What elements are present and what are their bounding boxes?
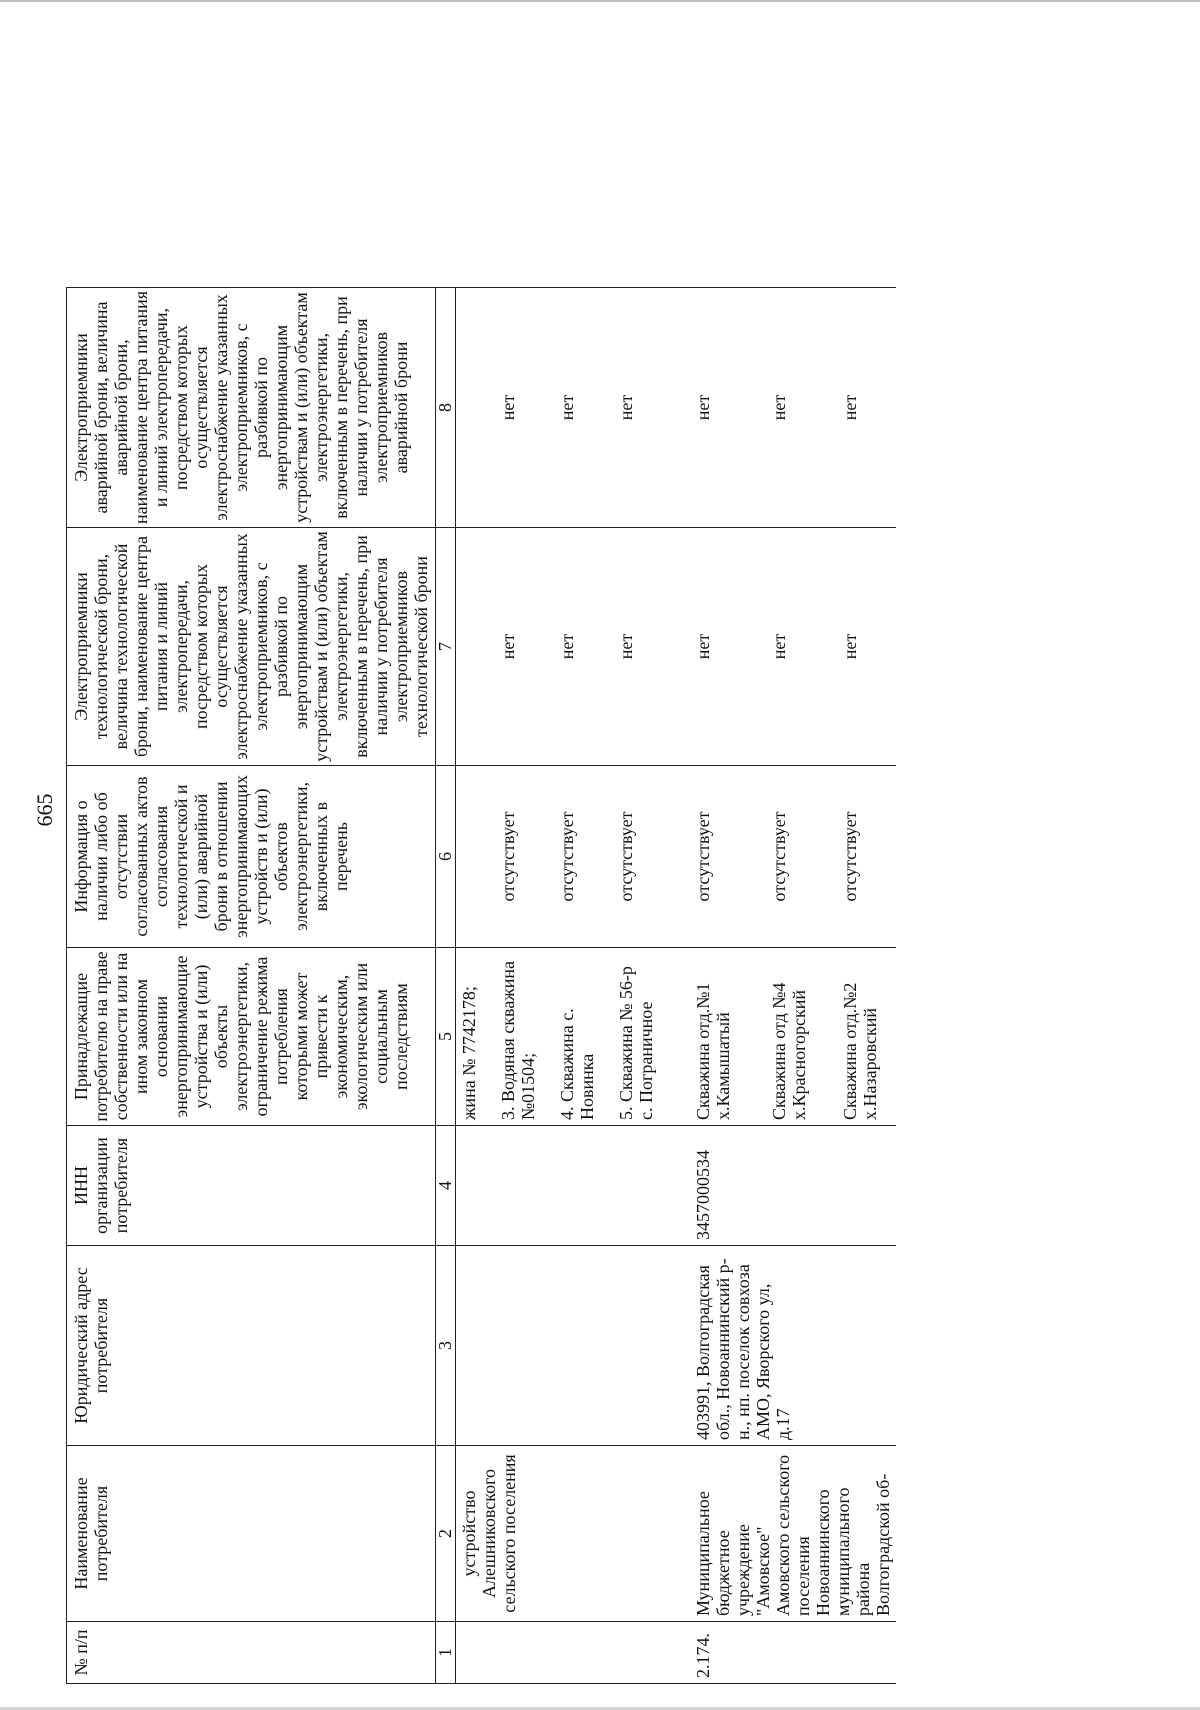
tech-reserve-value: нет [753, 528, 825, 766]
header-col-name: Наименование потребителя [67, 1446, 436, 1622]
page-number: 665 [32, 793, 57, 827]
header-col-acts: Информация о наличии либо об отсутствии согласованных актов согласования технологической и (или) аварийной брони в отношении энергопринимающих устройств и (или) объектов электроэнергетики, включенных в перечень [67, 766, 436, 948]
acts-status: отсутствует [482, 766, 541, 948]
consumer-table [66, 287, 896, 1684]
acts-status: отсутствует [824, 766, 896, 948]
header-col-tech-reserve: Электроприемники технологической брони, величина технологической брони, наименование центра питания и линий электропередачи, посредством которых осуществляется электроснабжение указанных электроприемников, с разбивкой по энергопринимающим устройствам и (или) объектам электроэнергетики, включенным в перечень, при наличии у потребителя электроприемников технологической брони [67, 528, 436, 766]
column-number: 4 [436, 1126, 456, 1246]
emergency-reserve-value: нет [824, 288, 896, 528]
object-name: Скважина отд.№2 х.Назаровский [824, 948, 896, 1126]
header-col-devices: Принадлежащие потребителю на праве собственности или на ином законном основании энергопринимающие устройства и (или) объекты электроэнергетики, ограничение режима потребления которыми может привести к экономическим, экологическим или социальным последствиям [67, 948, 436, 1126]
acts-status: отсутствует [659, 766, 753, 948]
acts-status: отсутствует [541, 766, 600, 948]
tech-reserve-value: нет [541, 528, 600, 766]
emergency-reserve-value: нет [541, 288, 600, 528]
emergency-reserve-value: нет [659, 288, 753, 528]
emergency-reserve-value: нет [600, 288, 659, 528]
object-name: 5. Скважина № 56-р с. Пограничное [600, 948, 659, 1126]
object-name: жина № 7742178; [456, 948, 483, 1126]
table-row [456, 288, 483, 1684]
object-name: Скважина отд.№1 х.Камышатый [659, 948, 753, 1126]
object-name: Скважина отд №4 х.Красногорский [753, 948, 825, 1126]
object-name: 4. Скважина с. Новинка [541, 948, 600, 1126]
header-col-inn: ИНН организации потребителя [67, 1126, 436, 1246]
consumer-inn: 3457000534 [659, 1126, 896, 1246]
consumer-name: Муниципальное бюджетное учреждение "Амовское" Амовского сельского поселения Новоаннинского муниципального района Волгоградской об- [659, 1446, 896, 1622]
header-col-address: Юридический адрес потребителя [67, 1246, 436, 1446]
column-number: 2 [436, 1446, 456, 1622]
column-number: 1 [436, 1622, 456, 1684]
header-col-emergency-reserve: Электроприемники аварийной брони, величина аварийной брони, наименование центра питания и линий электропередачи, посредством которых осуществляется электроснабжение указанных электроприемников, с разбивкой по энергопринимающим устройствам и (или) объектам электроэнергетики, включенным в перечень, при наличии у потребителя электроприемников аварийной брони [67, 288, 436, 528]
emergency-reserve-value: нет [482, 288, 541, 528]
object-name: 3. Водяная скважина №01504; [482, 948, 541, 1126]
consumer-address: 403991, Волгоградская обл., Новоаннинский р-н., нп. поселок совхоза АМО, Яворского ул, д.17 [659, 1246, 896, 1446]
column-number: 8 [436, 288, 456, 528]
acts-status: отсутствует [753, 766, 825, 948]
header-row [67, 288, 436, 1684]
column-number: 5 [436, 948, 456, 1126]
column-number: 6 [436, 766, 456, 948]
tech-reserve-value: нет [600, 528, 659, 766]
column-number: 3 [436, 1246, 456, 1446]
row-number: 2.174. [659, 1622, 896, 1684]
header-col-number: № п/п [67, 1622, 436, 1684]
tech-reserve-value: нет [482, 528, 541, 766]
emergency-reserve-value: нет [753, 288, 825, 528]
column-number-row [436, 288, 456, 1684]
table-row [659, 288, 753, 1684]
consumer-name-continued: устройство Алешниковского сельского поселения [456, 1446, 660, 1622]
tech-reserve-value: нет [824, 528, 896, 766]
acts-status: отсутствует [600, 766, 659, 948]
column-number: 7 [436, 528, 456, 766]
tech-reserve-value: нет [659, 528, 753, 766]
